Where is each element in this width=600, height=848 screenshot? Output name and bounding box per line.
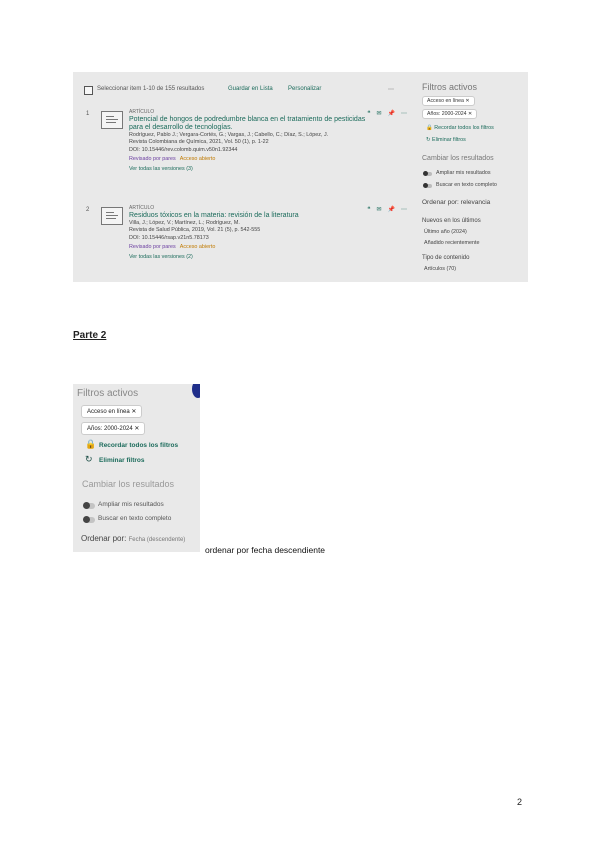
versions-link[interactable]: Ver todas las versiones (3) bbox=[129, 166, 193, 173]
result-type: ARTÍCULO bbox=[129, 205, 155, 211]
results-toolbar bbox=[73, 72, 418, 102]
fulltext-toggle[interactable] bbox=[84, 517, 95, 523]
filter-chip-years[interactable]: Años: 2000-2024 ✕ bbox=[81, 422, 145, 435]
select-all-checkbox[interactable] bbox=[84, 86, 93, 95]
expand-results-toggle[interactable] bbox=[84, 503, 95, 509]
expand-results-toggle[interactable] bbox=[424, 172, 432, 176]
result-item bbox=[81, 200, 413, 282]
remember-filters-button[interactable]: Recordar todos los filtros bbox=[99, 442, 179, 449]
result-type: ARTÍCULO bbox=[129, 109, 155, 115]
filter-chip-online[interactable]: Acceso en línea ✕ bbox=[422, 96, 475, 106]
caption-text: ordenar por fecha descendiente bbox=[205, 545, 326, 555]
peer-reviewed-badge: Revisado por pares bbox=[129, 156, 176, 163]
document-thumbnail-icon bbox=[101, 207, 123, 225]
result-title-link[interactable]: Residuos tóxicos en la materia: revisión de la literatura bbox=[129, 212, 299, 219]
filter-chip-online[interactable]: Acceso en línea ✕ bbox=[81, 405, 142, 418]
personalize-toggle[interactable]: Personalizar bbox=[288, 86, 322, 92]
result-source: Revista de Salud Pública, 2019, Vol. 21 (5), p. 542-555 bbox=[129, 227, 261, 234]
results-count[interactable]: 1-10 de 155 resultados bbox=[143, 86, 205, 92]
expand-results-label: Ampliar mis resultados bbox=[98, 501, 164, 508]
fulltext-label: Buscar en texto completo bbox=[436, 182, 497, 188]
result-item bbox=[81, 104, 413, 200]
articles-option[interactable]: Artículos (70) bbox=[424, 266, 457, 272]
peer-reviewed-badge: Revisado por pares bbox=[129, 244, 176, 251]
save-list-button[interactable]: Guardar en Lista bbox=[228, 86, 273, 92]
sort-by-select[interactable]: Ordenar por: relevancia bbox=[422, 199, 491, 206]
versions-link[interactable]: Ver todas las versiones (2) bbox=[129, 254, 193, 261]
result-actions-icons[interactable]: ❝✉📌⋯ bbox=[367, 207, 413, 213]
refine-results-heading: Cambiar los resultados bbox=[82, 479, 175, 489]
fulltext-label: Buscar en texto completo bbox=[98, 515, 172, 522]
page-number: 2 bbox=[517, 797, 523, 807]
search-results-screenshot bbox=[73, 72, 528, 282]
result-actions-icons[interactable]: ❝✉📌⋯ bbox=[367, 111, 413, 117]
active-filters-heading: Filtros activos bbox=[77, 388, 139, 399]
result-source: Revista Colombiana de Química, 2021, Vol. 50 (1), p. 1-22 bbox=[129, 139, 269, 146]
filter-chip-years[interactable]: Años: 2000-2024 ✕ bbox=[422, 109, 477, 119]
more-options-icon[interactable]: ⋯ bbox=[388, 87, 394, 93]
result-title-link[interactable]: Potencial de hongos de podredumbre blanca en el tratamiento de pesticidas para el desarrollo de tecnologías. bbox=[129, 116, 366, 131]
result-number: 2 bbox=[86, 207, 90, 213]
sort-by-label: Ordenar por: bbox=[81, 534, 127, 543]
result-doi: DOI: 10.15446/rev.colomb.quim.v50n1.92344 bbox=[129, 146, 238, 153]
expand-results-label: Ampliar mis resultados bbox=[436, 170, 491, 176]
section-heading: Parte 2 bbox=[73, 330, 107, 341]
results-list bbox=[81, 104, 413, 282]
document-thumbnail-icon bbox=[101, 111, 123, 129]
filters-panel-screenshot bbox=[73, 384, 200, 552]
clear-filters-button[interactable]: Eliminar filtros bbox=[99, 457, 145, 464]
filters-sidebar bbox=[418, 72, 528, 282]
lock-icon: 🔒 bbox=[85, 439, 97, 449]
selection-label: Seleccionar item bbox=[97, 86, 142, 92]
clear-filters-button[interactable]: ↻ Eliminar filtros bbox=[426, 137, 466, 143]
refine-results-heading: Cambiar los resultados bbox=[422, 155, 494, 162]
remember-filters-button[interactable]: 🔒 Recordar todos los filtros bbox=[426, 125, 494, 131]
scroll-indicator bbox=[192, 384, 200, 398]
fulltext-toggle[interactable] bbox=[424, 184, 432, 188]
content-type-heading[interactable]: Tipo de contenido bbox=[422, 255, 470, 261]
sort-by-value[interactable]: Fecha (descendente) bbox=[128, 537, 186, 543]
open-access-link[interactable]: Acceso abierto bbox=[179, 244, 216, 251]
new-section-heading[interactable]: Nuevos en los últimos bbox=[422, 218, 481, 224]
result-number: 1 bbox=[86, 111, 90, 117]
sort-by-control[interactable] bbox=[81, 534, 185, 543]
result-doi: DOI: 10.15446/rsap.v21n5.78173 bbox=[129, 234, 209, 241]
reset-icon: ↻ bbox=[85, 454, 93, 464]
open-access-link[interactable]: Acceso abierto bbox=[179, 156, 216, 163]
recent-option[interactable]: Añadido recientemente bbox=[424, 240, 480, 246]
result-authors: Villa, J.; López, V.; Martínez, L.; Rodríguez, M. bbox=[129, 220, 240, 226]
active-filters-heading: Filtros activos bbox=[422, 82, 478, 92]
result-authors: Rodríguez, Pablo J.; Vergara-Cortés, G.; Vargas, J.; Cabello, C.; Díaz, S.; López, J. bbox=[129, 132, 329, 138]
new-option[interactable]: Último año (2024) bbox=[424, 229, 467, 235]
